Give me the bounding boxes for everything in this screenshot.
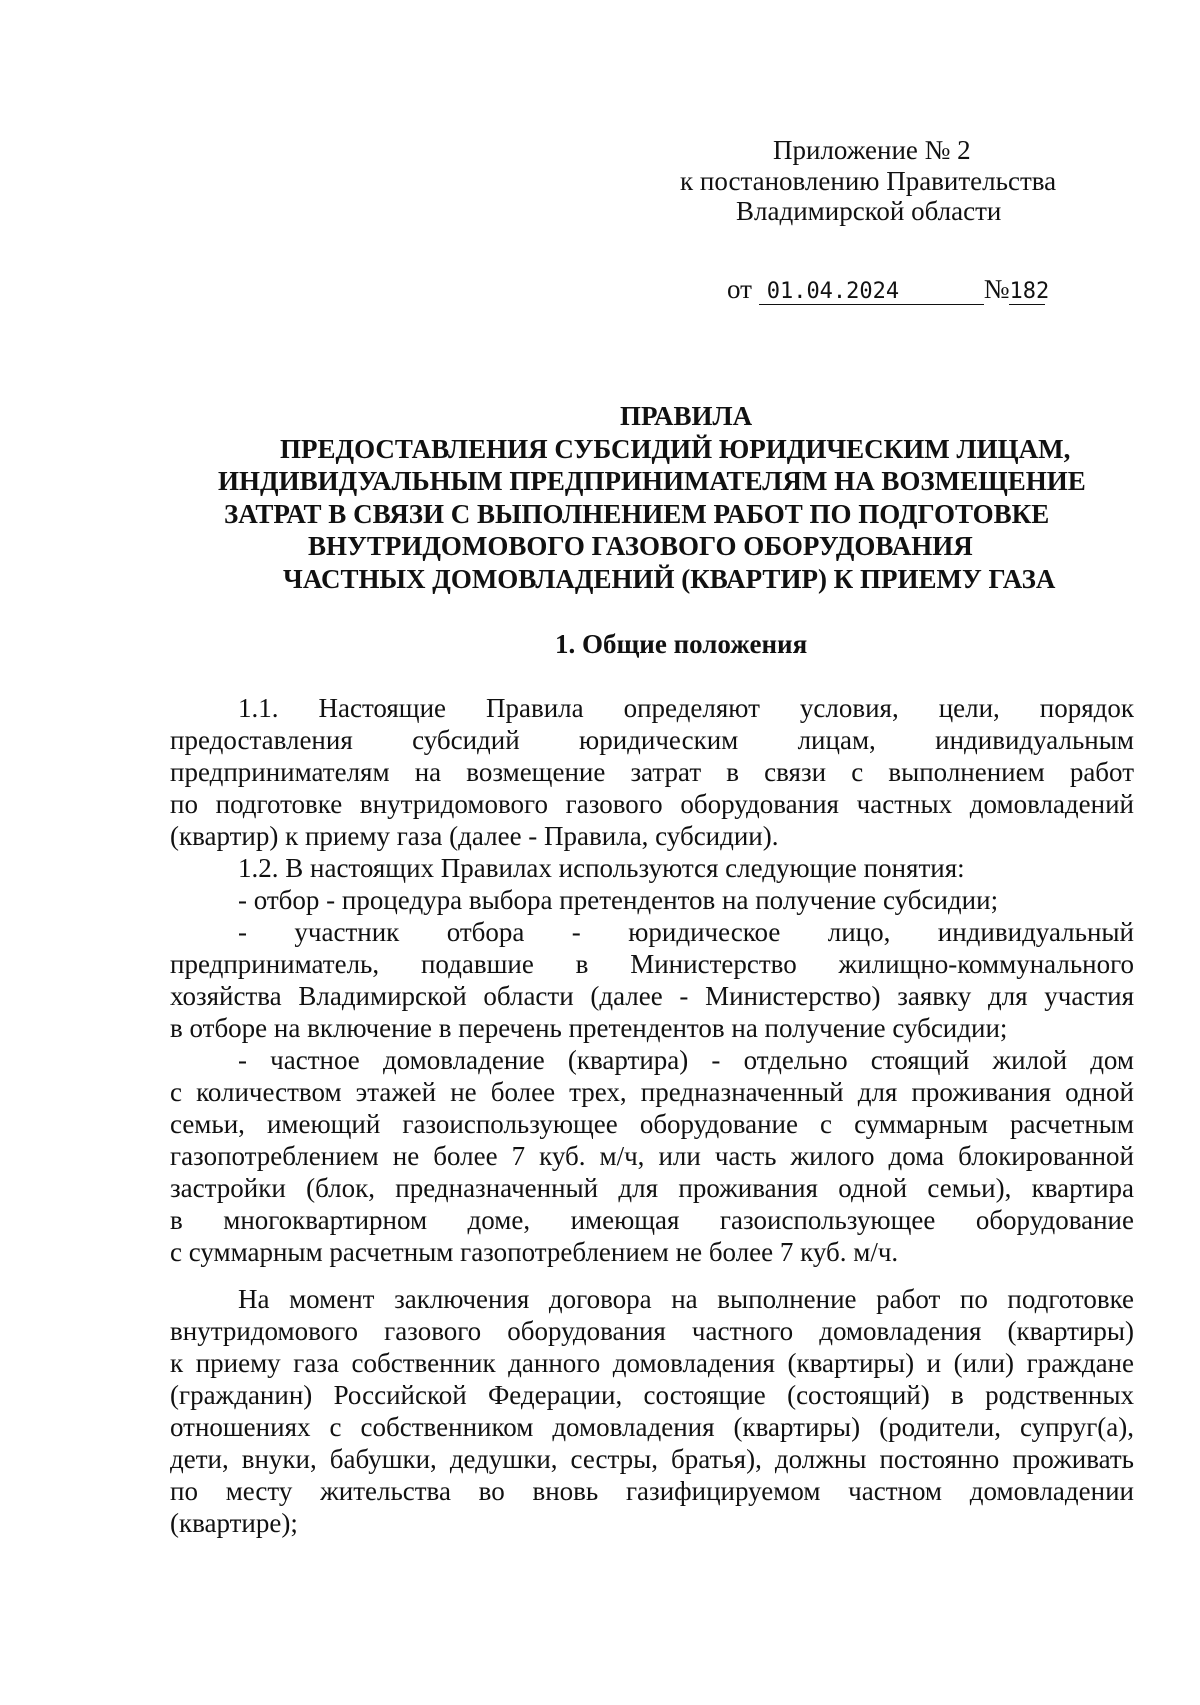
paragraph-line: дети, внуки, бабушки, дедушки, сестры, братья), должны постоянно проживать bbox=[170, 1444, 1134, 1474]
paragraph-line: к приему газа собственник данного домовладения (квартиры) и (или) граждане bbox=[170, 1348, 1134, 1378]
annex-region: Владимирской области bbox=[736, 196, 1002, 226]
title-line: ВНУТРИДОМОВОГО ГАЗОВОГО ОБОРУДОВАНИЯ bbox=[308, 531, 973, 561]
paragraph-line: в многоквартирном доме, имеющая газоиспользующее оборудование bbox=[170, 1205, 1134, 1235]
paragraph-line: внутридомового газового оборудования частного домовладения (квартиры) bbox=[170, 1316, 1134, 1346]
paragraph-line: в отборе на включение в перечень претендентов на получение субсидии; bbox=[170, 1013, 1008, 1043]
paragraph-line: 1.2. В настоящих Правилах используются следующие понятия: bbox=[238, 853, 965, 883]
section-heading: 1. Общие положения bbox=[555, 629, 808, 659]
paragraph-line: с суммарным расчетным газопотреблением не более 7 куб. м/ч. bbox=[170, 1237, 899, 1267]
paragraph-line: (гражданин) Российской Федерации, состоящие (состоящий) в родственных bbox=[170, 1380, 1134, 1410]
paragraph-line: - отбор - процедура выбора претендентов на получение субсидии; bbox=[238, 885, 999, 915]
title-line: ПРАВИЛА bbox=[620, 401, 753, 431]
paragraph-line: семьи, имеющий газоиспользующее оборудование с суммарным расчетным bbox=[170, 1109, 1134, 1139]
title-line: ЧАСТНЫХ ДОМОВЛАДЕНИЙ (КВАРТИР) К ПРИЕМУ ГАЗА bbox=[283, 564, 1056, 594]
date-prefix: от bbox=[727, 274, 752, 304]
paragraph-line: застройки (блок, предназначенный для проживания одной семьи), квартира bbox=[170, 1173, 1134, 1203]
paragraph-line: по подготовке внутридомового газового оборудования частных домовладений bbox=[170, 789, 1134, 819]
document-date: 01.04.2024 bbox=[759, 279, 984, 305]
number-prefix: № bbox=[983, 274, 1010, 304]
paragraph-line: - участник отбора - юридическое лицо, индивидуальный bbox=[238, 917, 1134, 947]
paragraph-line: (квартир) к приему газа (далее - Правила, субсидии). bbox=[170, 821, 779, 851]
document-number: 182 bbox=[1009, 279, 1050, 304]
paragraph-line: предпринимателям на возмещение затрат в связи с выполнением работ bbox=[170, 757, 1134, 787]
title-line: ИНДИВИДУАЛЬНЫМ ПРЕДПРИНИМАТЕЛЯМ НА ВОЗМЕЩЕНИЕ bbox=[218, 466, 1086, 496]
paragraph-line: предоставления субсидий юридическим лицам, индивидуальным bbox=[170, 725, 1134, 755]
paragraph-line: 1.1. Настоящие Правила определяют условия, цели, порядок bbox=[238, 693, 1134, 723]
title-line: ПРЕДОСТАВЛЕНИЯ СУБСИДИЙ ЮРИДИЧЕСКИМ ЛИЦАМ, bbox=[280, 434, 1071, 464]
paragraph-line: по месту жительства во вновь газифицируемом частном домовладении bbox=[170, 1476, 1134, 1506]
annex-reference: к постановлению Правительства bbox=[680, 166, 1057, 196]
section-body bbox=[170, 692, 1134, 1268]
paragraph-line: хозяйства Владимирской области (далее - Министерство) заявку для участия bbox=[170, 981, 1134, 1011]
document-date-line bbox=[727, 274, 1050, 305]
paragraph-line: На момент заключения договора на выполнение работ по подготовке bbox=[238, 1284, 1134, 1314]
paragraph-line: отношениях с собственником домовладения (квартиры) (родители, супруг(а), bbox=[170, 1412, 1134, 1442]
title-line: ЗАТРАТ В СВЯЗИ С ВЫПОЛНЕНИЕМ РАБОТ ПО ПОДГОТОВКЕ bbox=[224, 499, 1050, 529]
paragraph-line: с количеством этажей не более трех, предназначенный для проживания одной bbox=[170, 1077, 1134, 1107]
paragraph-line: (квартире); bbox=[170, 1508, 298, 1538]
paragraph-line: газопотреблением не более 7 куб. м/ч, или часть жилого дома блокированной bbox=[170, 1141, 1134, 1171]
paragraph-line: - частное домовладение (квартира) - отдельно стоящий жилой дом bbox=[238, 1045, 1134, 1075]
annex-number: Приложение № 2 bbox=[773, 135, 971, 165]
section-body-continued bbox=[170, 1283, 1134, 1539]
paragraph-line: предприниматель, подавшие в Министерство жилищно-коммунального bbox=[170, 949, 1134, 979]
